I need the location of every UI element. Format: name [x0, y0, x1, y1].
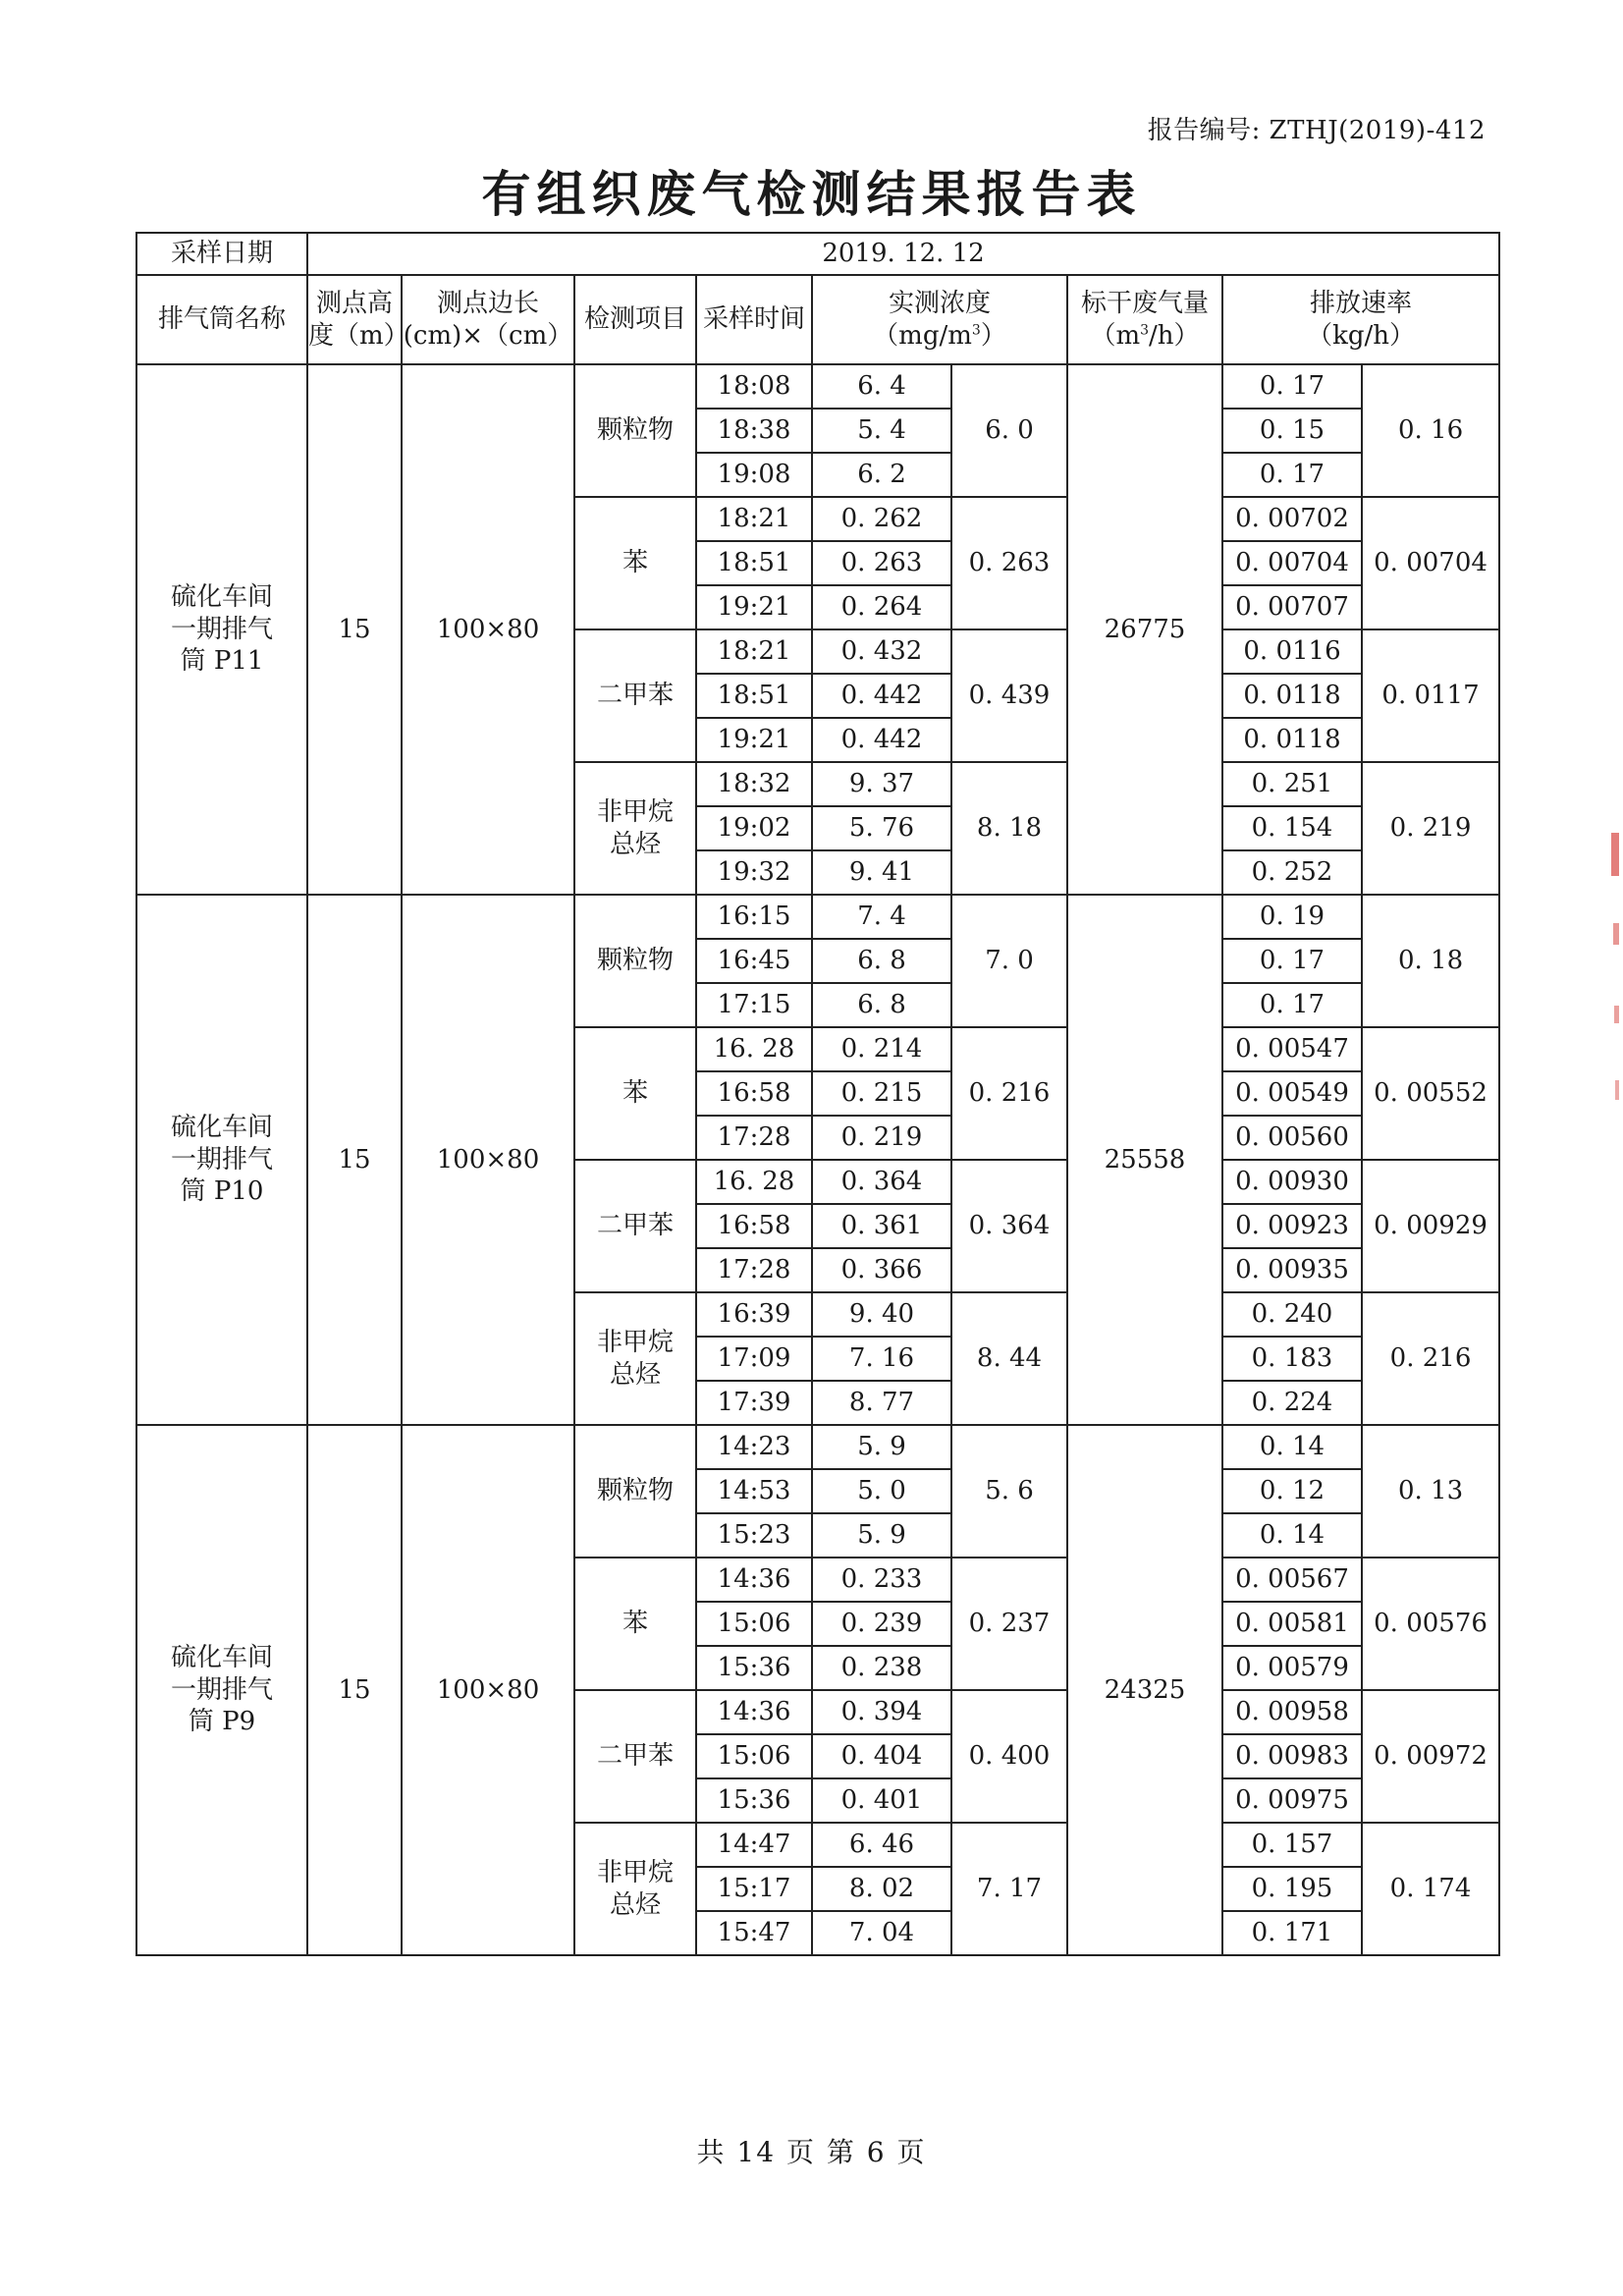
stack-section: 100×80 [402, 364, 574, 895]
sample-time: 16:58 [696, 1204, 812, 1248]
concentration-average: 0. 263 [951, 497, 1067, 629]
concentration-average: 7. 17 [951, 1823, 1067, 1955]
concentration-average: 0. 364 [951, 1160, 1067, 1292]
rate-value: 0. 00935 [1222, 1248, 1362, 1292]
column-header-row [136, 275, 1499, 364]
rate-value: 0. 240 [1222, 1292, 1362, 1337]
sample-time: 18:51 [696, 541, 812, 585]
rate-value: 0. 154 [1222, 806, 1362, 850]
time-header: 采样时间 [696, 275, 812, 364]
section-header: 测点边长(cm)×（cm） [402, 275, 574, 364]
concentration-value: 5. 9 [812, 1513, 951, 1558]
item-name: 颗粒物 [574, 1425, 696, 1558]
sample-time: 15:23 [696, 1513, 812, 1558]
sample-time: 15:36 [696, 1778, 812, 1823]
rate-value: 0. 17 [1222, 453, 1362, 497]
rate-value: 0. 00958 [1222, 1690, 1362, 1734]
concentration-value: 0. 215 [812, 1071, 951, 1116]
concentration-value: 0. 262 [812, 497, 951, 541]
rate-value: 0. 00549 [1222, 1071, 1362, 1116]
rate-value: 0. 157 [1222, 1823, 1362, 1867]
concentration-value: 7. 16 [812, 1337, 951, 1381]
rate-value: 0. 00579 [1222, 1646, 1362, 1690]
concentration-value: 6. 8 [812, 939, 951, 983]
rate-value: 0. 00702 [1222, 497, 1362, 541]
height-header: 测点高度（m） [307, 275, 402, 364]
concentration-value: 0. 404 [812, 1734, 951, 1778]
rate-value: 0. 171 [1222, 1911, 1362, 1955]
rate-average: 0. 00552 [1362, 1027, 1499, 1160]
concentration-value: 9. 41 [812, 850, 951, 895]
sampling-date-label: 采样日期 [136, 233, 307, 275]
sample-time: 16. 28 [696, 1027, 812, 1071]
sampling-date-row [136, 233, 1499, 275]
sample-time: 16:15 [696, 895, 812, 939]
item-name: 苯 [574, 497, 696, 629]
rate-average: 0. 13 [1362, 1425, 1499, 1558]
rate-value: 0. 00707 [1222, 585, 1362, 629]
concentration-value: 0. 364 [812, 1160, 951, 1204]
sample-time: 18:38 [696, 409, 812, 453]
rate-value: 0. 12 [1222, 1469, 1362, 1513]
concentration-value: 9. 40 [812, 1292, 951, 1337]
sample-time: 17:39 [696, 1381, 812, 1425]
rate-value: 0. 0116 [1222, 629, 1362, 674]
rate-header [1222, 275, 1499, 364]
concentration-average: 0. 400 [951, 1690, 1067, 1823]
concentration-value: 6. 4 [812, 364, 951, 409]
concentration-value: 0. 401 [812, 1778, 951, 1823]
sample-time: 19:32 [696, 850, 812, 895]
concentration-header [812, 275, 1067, 364]
rate-value: 0. 00581 [1222, 1602, 1362, 1646]
flow-header [1067, 275, 1222, 364]
sample-time: 14:36 [696, 1690, 812, 1734]
sample-time: 14:23 [696, 1425, 812, 1469]
sample-time: 19:08 [696, 453, 812, 497]
stack-section: 100×80 [402, 1425, 574, 1955]
stack-name: 硫化车间 一期排气 筒 P9 [136, 1425, 307, 1955]
stack-name-header: 排气筒名称 [136, 275, 307, 364]
sample-time: 19:21 [696, 585, 812, 629]
concentration-value: 0. 238 [812, 1646, 951, 1690]
stack-name: 硫化车间 一期排气 筒 P11 [136, 364, 307, 895]
sample-time: 15:47 [696, 1911, 812, 1955]
item-header: 检测项目 [574, 275, 696, 364]
concentration-average: 0. 237 [951, 1558, 1067, 1690]
stack-height: 15 [307, 895, 402, 1425]
rate-average: 0. 216 [1362, 1292, 1499, 1425]
concentration-value: 0. 239 [812, 1602, 951, 1646]
item-name: 非甲烷 总烃 [574, 762, 696, 895]
flow-title: 标干废气量 [1080, 289, 1209, 318]
rate-value: 0. 00975 [1222, 1778, 1362, 1823]
rate-average: 0. 0117 [1362, 629, 1499, 762]
rate-value: 0. 17 [1222, 939, 1362, 983]
sample-time: 17:15 [696, 983, 812, 1027]
sample-time: 14:36 [696, 1558, 812, 1602]
stack-section: 100×80 [402, 895, 574, 1425]
sample-time: 15:06 [696, 1734, 812, 1778]
sample-time: 15:36 [696, 1646, 812, 1690]
concentration-unit: $(mg/m^3)$ [873, 320, 1006, 351]
rate-value: 0. 251 [1222, 762, 1362, 806]
concentration-value: 0. 264 [812, 585, 951, 629]
concentration-value: 0. 366 [812, 1248, 951, 1292]
item-name: 二甲苯 [574, 1160, 696, 1292]
rate-value: 0. 00547 [1222, 1027, 1362, 1071]
item-name: 非甲烷 总烃 [574, 1292, 696, 1425]
table-row [136, 895, 1499, 939]
sample-time: 18:32 [696, 762, 812, 806]
concentration-value: 0. 219 [812, 1116, 951, 1160]
sample-time: 17:28 [696, 1116, 812, 1160]
concentration-value: 6. 2 [812, 453, 951, 497]
sample-time: 16:58 [696, 1071, 812, 1116]
page-title: 有组织废气检测结果报告表 [481, 165, 1142, 223]
concentration-average: 7. 0 [951, 895, 1067, 1027]
concentration-value: 0. 394 [812, 1690, 951, 1734]
rate-value: 0. 0118 [1222, 718, 1362, 762]
item-name: 苯 [574, 1027, 696, 1160]
concentration-value: 0. 214 [812, 1027, 951, 1071]
concentration-value: 6. 8 [812, 983, 951, 1027]
stack-height: 15 [307, 364, 402, 895]
flow-value: 25558 [1067, 895, 1222, 1425]
sample-time: 14:53 [696, 1469, 812, 1513]
rate-unit: （kg/h） [1307, 320, 1415, 351]
sample-time: 18:21 [696, 629, 812, 674]
sample-time: 14:47 [696, 1823, 812, 1867]
sample-time: 19:21 [696, 718, 812, 762]
item-name: 二甲苯 [574, 629, 696, 762]
sample-time: 18:51 [696, 674, 812, 718]
concentration-average: 8. 44 [951, 1292, 1067, 1425]
rate-value: 0. 00704 [1222, 541, 1362, 585]
rate-value: 0. 00983 [1222, 1734, 1362, 1778]
rate-average: 0. 219 [1362, 762, 1499, 895]
rate-value: 0. 14 [1222, 1425, 1362, 1469]
sample-time: 16. 28 [696, 1160, 812, 1204]
rate-title: 排放速率 [1310, 289, 1413, 318]
rate-value: 0. 00567 [1222, 1558, 1362, 1602]
table-row [136, 1425, 1499, 1469]
flow-value: 26775 [1067, 364, 1222, 895]
concentration-value: 8. 77 [812, 1381, 951, 1425]
flow-unit: $(m^3/h)$ [1090, 320, 1200, 351]
rate-value: 0. 183 [1222, 1337, 1362, 1381]
sample-time: 18:08 [696, 364, 812, 409]
sample-time: 19:02 [696, 806, 812, 850]
sample-time: 18:21 [696, 497, 812, 541]
rate-value: 0. 17 [1222, 364, 1362, 409]
rate-value: 0. 14 [1222, 1513, 1362, 1558]
concentration-value: 0. 442 [812, 718, 951, 762]
rate-average: 0. 18 [1362, 895, 1499, 1027]
concentration-value: 5. 0 [812, 1469, 951, 1513]
rate-average: 0. 00972 [1362, 1690, 1499, 1823]
concentration-value: 5. 76 [812, 806, 951, 850]
report-number: 报告编号: ZTHJ(2019)-412 [1147, 116, 1486, 145]
item-name: 二甲苯 [574, 1690, 696, 1823]
concentration-average: 0. 216 [951, 1027, 1067, 1160]
sample-time: 15:17 [696, 1867, 812, 1911]
stack-height: 15 [307, 1425, 402, 1955]
sample-time: 16:45 [696, 939, 812, 983]
page-footer: 共 14 页 第 6 页 [696, 2136, 927, 2168]
concentration-value: 0. 263 [812, 541, 951, 585]
concentration-value: 7. 04 [812, 1911, 951, 1955]
item-name: 苯 [574, 1558, 696, 1690]
concentration-value: 5. 9 [812, 1425, 951, 1469]
rate-average: 0. 00576 [1362, 1558, 1499, 1690]
concentration-average: 6. 0 [951, 364, 1067, 497]
sample-time: 17:28 [696, 1248, 812, 1292]
rate-average: 0. 00929 [1362, 1160, 1499, 1292]
rate-value: 0. 0118 [1222, 674, 1362, 718]
rate-value: 0. 00923 [1222, 1204, 1362, 1248]
sample-time: 16:39 [696, 1292, 812, 1337]
item-name: 非甲烷 总烃 [574, 1823, 696, 1955]
concentration-value: 6. 46 [812, 1823, 951, 1867]
concentration-value: 8. 02 [812, 1867, 951, 1911]
results-table [135, 232, 1500, 1956]
concentration-value: 9. 37 [812, 762, 951, 806]
item-name: 颗粒物 [574, 364, 696, 497]
rate-value: 0. 00560 [1222, 1116, 1362, 1160]
rate-value: 0. 195 [1222, 1867, 1362, 1911]
concentration-value: 0. 432 [812, 629, 951, 674]
stack-name: 硫化车间 一期排气 筒 P10 [136, 895, 307, 1425]
sample-time: 15:06 [696, 1602, 812, 1646]
rate-value: 0. 19 [1222, 895, 1362, 939]
rate-average: 0. 16 [1362, 364, 1499, 497]
rate-value: 0. 15 [1222, 409, 1362, 453]
flow-value: 24325 [1067, 1425, 1222, 1955]
sample-time: 17:09 [696, 1337, 812, 1381]
seal-stamp-edge [1605, 833, 1623, 1108]
concentration-value: 5. 4 [812, 409, 951, 453]
concentration-value: 0. 442 [812, 674, 951, 718]
item-name: 颗粒物 [574, 895, 696, 1027]
concentration-title: 实测浓度 [888, 289, 991, 318]
concentration-value: 7. 4 [812, 895, 951, 939]
concentration-average: 5. 6 [951, 1425, 1067, 1558]
rate-value: 0. 17 [1222, 983, 1362, 1027]
rate-average: 0. 174 [1362, 1823, 1499, 1955]
concentration-average: 8. 18 [951, 762, 1067, 895]
rate-value: 0. 224 [1222, 1381, 1362, 1425]
rate-average: 0. 00704 [1362, 497, 1499, 629]
rate-value: 0. 00930 [1222, 1160, 1362, 1204]
concentration-value: 0. 233 [812, 1558, 951, 1602]
concentration-value: 0. 361 [812, 1204, 951, 1248]
sampling-date-value: 2019. 12. 12 [307, 233, 1499, 275]
table-row [136, 364, 1499, 409]
concentration-average: 0. 439 [951, 629, 1067, 762]
rate-value: 0. 252 [1222, 850, 1362, 895]
